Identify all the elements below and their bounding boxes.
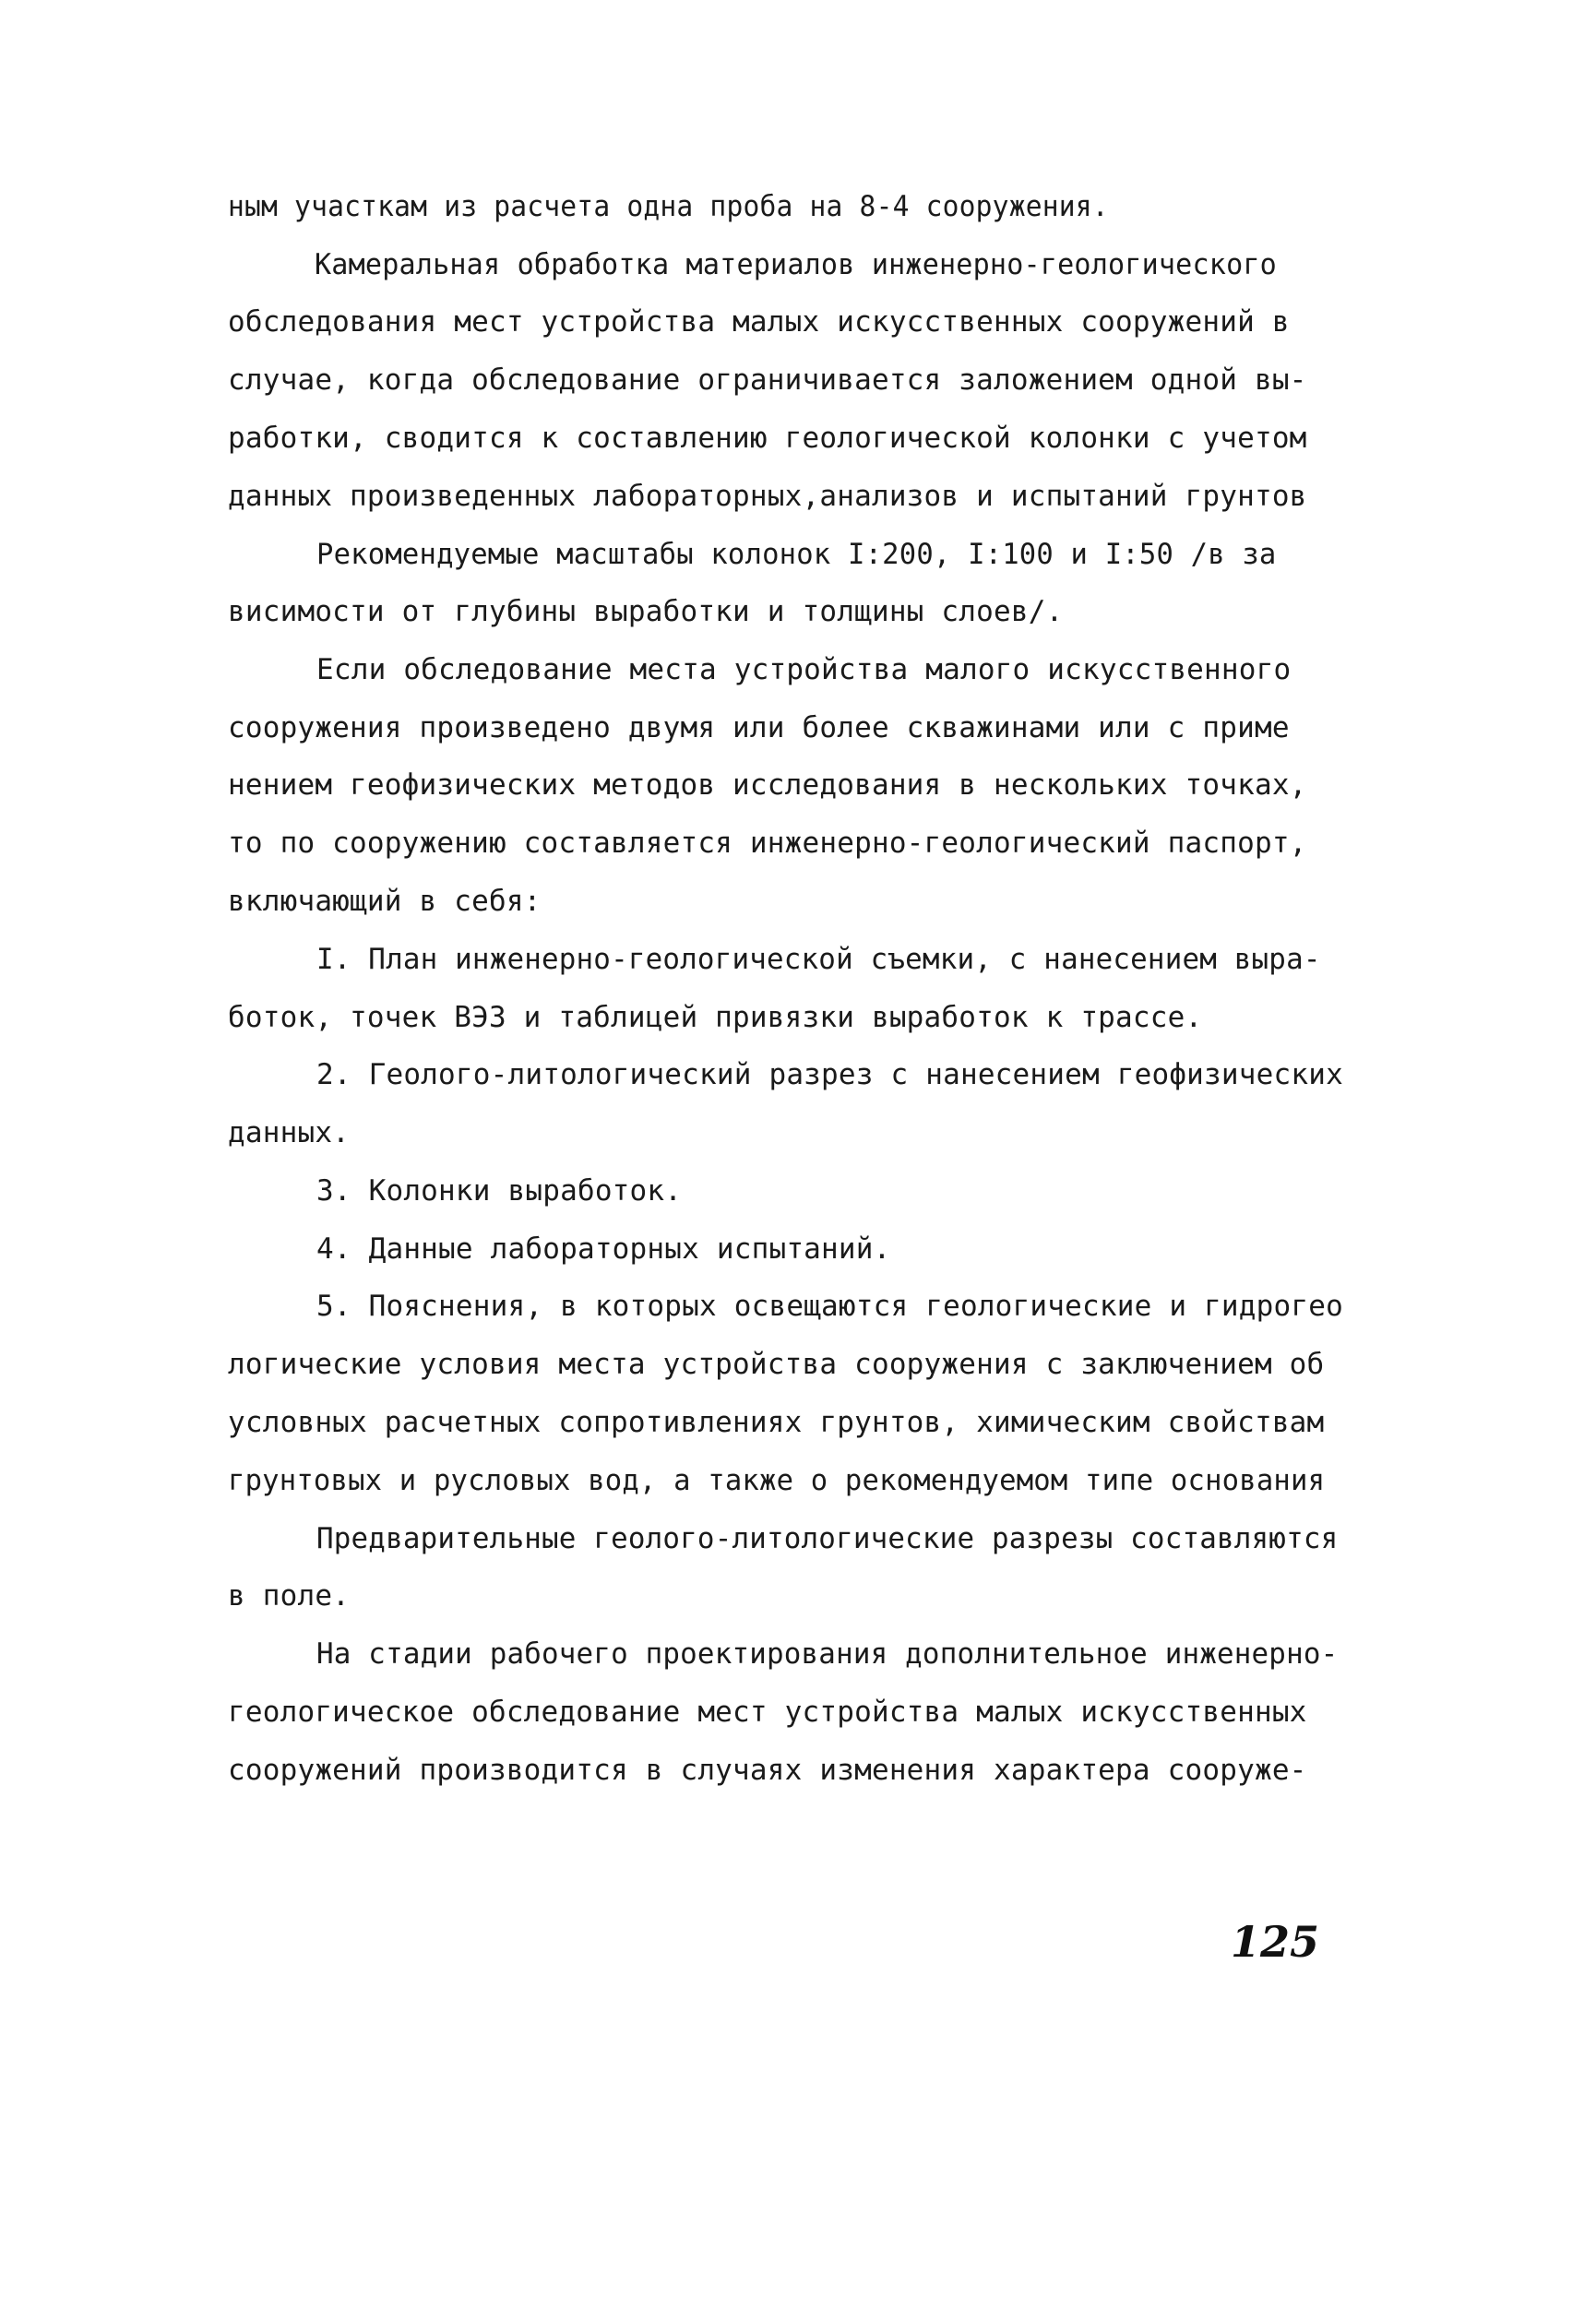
text-line: Предварительные геолого-литологические разрезы составляются	[316, 1522, 1339, 1555]
text-line: грунтовых и русловых вод, а также о рекомендуемом типе основания	[228, 1464, 1326, 1497]
text-line: На стадии рабочего проектирования дополнительное инженерно-	[316, 1637, 1339, 1671]
text-line: 4. Данные лабораторных испытаний.	[316, 1232, 891, 1266]
text-line: боток, точек ВЭЗ и таблицей привязки выработок к трассе.	[228, 1001, 1203, 1034]
text-line: работки, сводится к составлению геологической колонки с учетом	[228, 422, 1307, 455]
text-line: 2. Геолого-литологический разрез с нанесением геофизических	[316, 1058, 1343, 1091]
text-line: данных произведенных лабораторных,анализов и испытаний грунтов	[228, 480, 1307, 513]
text-line: данных.	[228, 1116, 351, 1149]
text-line: в поле.	[228, 1579, 351, 1613]
text-line: сооружений производится в случаях изменения характера сооруже-	[228, 1754, 1307, 1787]
text-line: Рекомендуемые масштабы колонок I:200, I:100 и I:50 /в за	[316, 538, 1277, 571]
text-line: случае, когда обследование ограничивается заложением одной вы-	[228, 363, 1307, 397]
text-line: включающий в себя:	[228, 885, 542, 918]
text-line: логические условия места устройства сооружения с заключением об	[228, 1348, 1325, 1381]
text-line: сооружения произведено двумя или более скважинами или с приме	[228, 711, 1290, 744]
page-number: 125	[1231, 1917, 1320, 1967]
text-line: 5. Пояснения, в которых освещаются геологические и гидрогео	[316, 1290, 1343, 1323]
text-line: условных расчетных сопротивлениях грунтов, химическим свойствам	[228, 1406, 1325, 1439]
text-line: геологическое обследование мест устройства малых искусственных	[228, 1696, 1307, 1729]
text-line: I. План инженерно-геологической съемки, с нанесением выра-	[316, 943, 1321, 976]
text-line: Камеральная обработка материалов инженерно-геологического	[315, 248, 1277, 281]
text-line: висимости от глубины выработки и толщины слоев/.	[228, 595, 1064, 628]
text-line: нением геофизических методов исследования в нескольких точках,	[228, 768, 1307, 802]
text-line: Если обследование места устройства малого искусственного	[316, 653, 1292, 686]
text-line: обследования мест устройства малых искусственных сооружений в	[228, 305, 1290, 339]
text-line: 3. Колонки выработок.	[316, 1174, 683, 1208]
text-line: то по сооружению составляется инженерно-геологический паспорт,	[228, 827, 1307, 860]
text-line: ным участкам из расчета одна проба на 8-4 сооружения.	[228, 190, 1109, 223]
